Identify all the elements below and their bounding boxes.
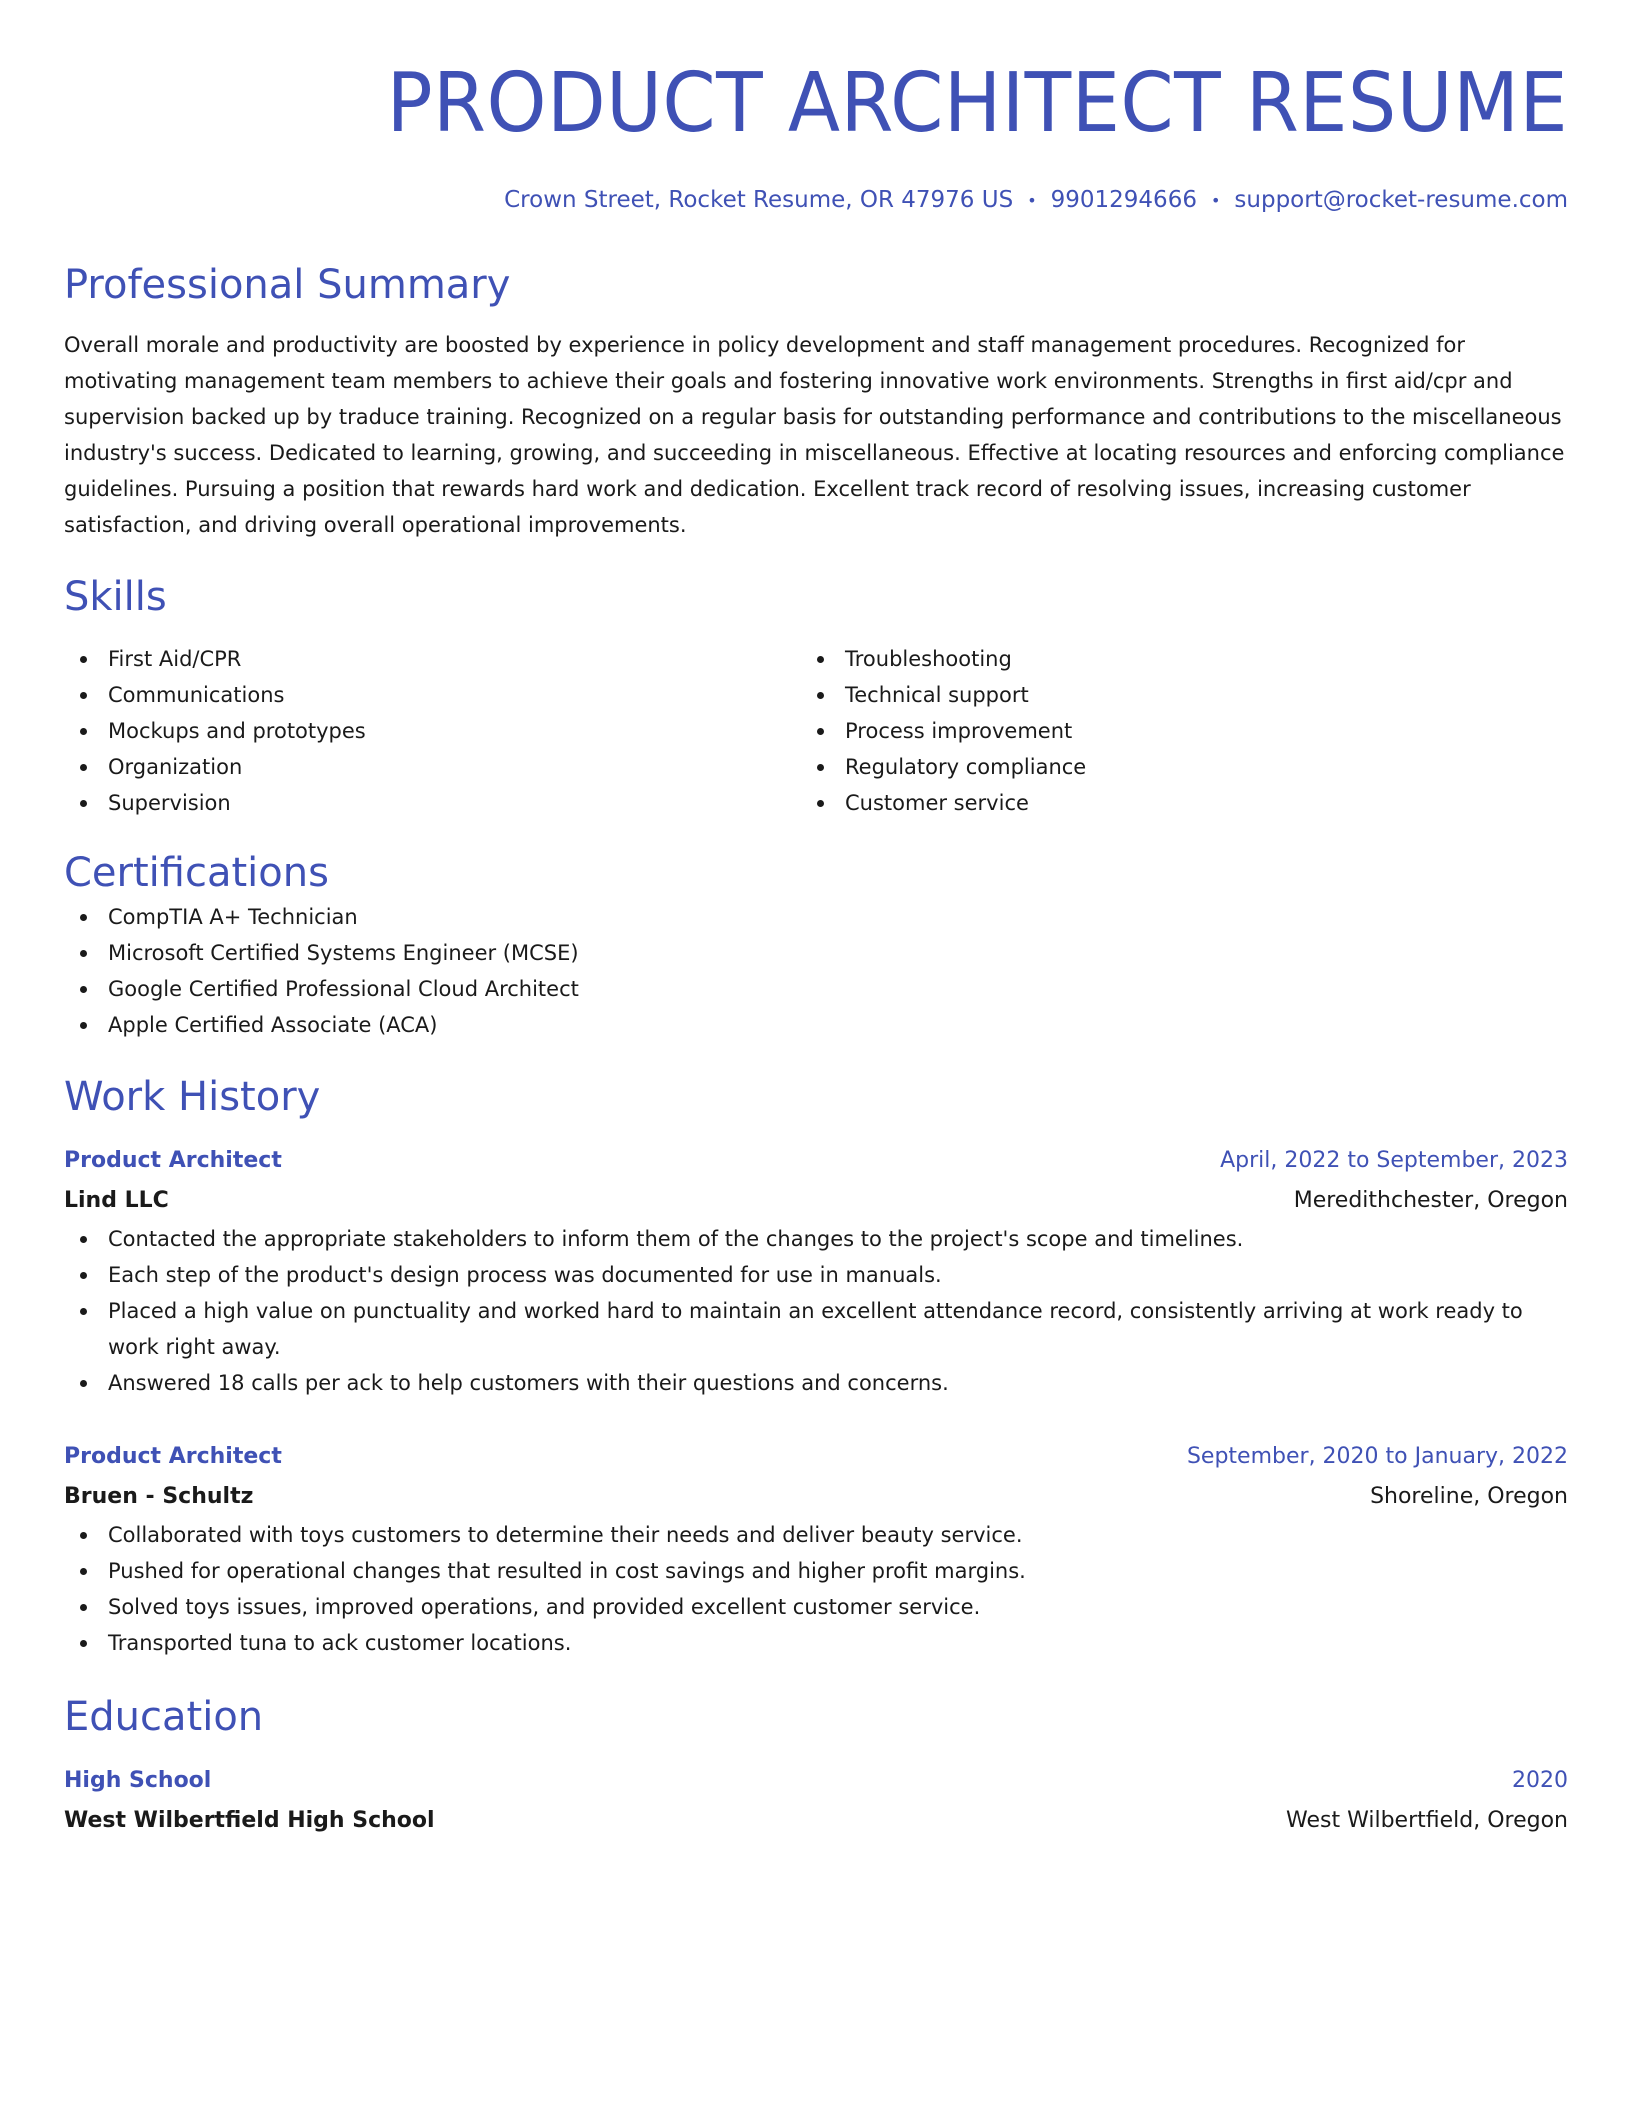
contact-phone: 9901294666 xyxy=(1050,187,1197,213)
certification-item: Google Certified Professional Cloud Architect xyxy=(64,971,1568,1007)
job-duty-item: Pushed for operational changes that resulted in cost savings and higher profit margins. xyxy=(64,1553,1568,1589)
skills-list-left xyxy=(64,641,801,821)
contact-address: Crown Street, Rocket Resume, OR 47976 US xyxy=(504,187,1014,213)
skill-item: Supervision xyxy=(64,785,801,821)
job-dates: September, 2020 to January, 2022 xyxy=(1186,1443,1568,1469)
certifications-heading: Certifications xyxy=(64,849,329,896)
job-duty-item: Collaborated with toys customers to determine their needs and deliver beauty service. xyxy=(64,1517,1568,1553)
job-company: Bruen - Schultz xyxy=(64,1483,254,1509)
skill-item: Regulatory compliance xyxy=(801,749,1538,785)
job-dates: April, 2022 to September, 2023 xyxy=(1220,1147,1568,1173)
job-duties-list xyxy=(64,1517,1568,1661)
job-duties-list xyxy=(64,1221,1568,1401)
contact-email[interactable]: support@rocket-resume.com xyxy=(1234,187,1568,213)
job-location: Shoreline, Oregon xyxy=(1370,1483,1568,1509)
job-role: Product Architect xyxy=(64,1147,282,1173)
skill-item: Organization xyxy=(64,749,801,785)
skills-grid xyxy=(64,641,1568,821)
skill-item: Communications xyxy=(64,677,801,713)
job-company: Lind LLC xyxy=(64,1187,169,1213)
job-duty-item: Each step of the product's design process was documented for use in manuals. xyxy=(64,1257,1568,1293)
certification-item: CompTIA A+ Technician xyxy=(64,899,1568,935)
job-duty-item: Solved toys issues, improved operations, and provided excellent customer service. xyxy=(64,1589,1568,1625)
summary-heading: Professional Summary xyxy=(64,261,511,308)
job-role: Product Architect xyxy=(64,1443,282,1469)
contact-line xyxy=(64,184,1568,217)
job-duty-item: Answered 18 calls per ack to help customers with their questions and concerns. xyxy=(64,1365,1568,1401)
education-degree: High School xyxy=(64,1767,212,1793)
work-history-heading: Work History xyxy=(64,1073,321,1120)
contact-separator: • xyxy=(1210,190,1221,210)
job-entry xyxy=(64,1437,1568,1661)
job-header-row xyxy=(64,1141,1568,1181)
education-location: West Wilbertfield, Oregon xyxy=(1286,1807,1568,1833)
education-year: 2020 xyxy=(1512,1767,1568,1793)
skill-item: First Aid/CPR xyxy=(64,641,801,677)
contact-separator: • xyxy=(1027,190,1037,210)
job-company-row xyxy=(64,1477,1568,1517)
education-header-row xyxy=(64,1761,1568,1801)
education-heading: Education xyxy=(64,1693,264,1740)
job-company-row xyxy=(64,1181,1568,1221)
skills-list-right xyxy=(801,641,1538,821)
job-entry xyxy=(64,1141,1568,1401)
summary-text: Overall morale and productivity are boosted by experience in policy development and staff management procedures. Recognized for motivating management team members to achieve their goals and fostering innovative work environments. Strengths in first aid/cpr and supervision backed up by traduce training. Recognized on a regular basis for outstanding performance and contributions to the miscellaneous industry's success. Dedicated to learning, growing, and succeeding in miscellaneous. Effective at locating resources and enforcing compliance guidelines. Pursuing a position that rewards hard work and dedication. Excellent track record of resolving issues, increasing customer satisfaction, and driving overall operational improvements. xyxy=(64,332,1565,537)
job-header-row xyxy=(64,1437,1568,1477)
skills-heading: Skills xyxy=(64,573,167,620)
skill-item: Mockups and prototypes xyxy=(64,713,801,749)
job-duty-item: Contacted the appropriate stakeholders to inform them of the changes to the project's scope and timelines. xyxy=(64,1221,1568,1257)
skill-item: Process improvement xyxy=(801,713,1538,749)
resume-title: PRODUCT ARCHITECT RESUME xyxy=(386,56,1568,151)
certification-item: Microsoft Certified Systems Engineer (MCSE) xyxy=(64,935,1568,971)
certifications-list xyxy=(64,899,1568,1043)
education-school: West Wilbertfield High School xyxy=(64,1807,435,1833)
job-duty-item: Placed a high value on punctuality and worked hard to maintain an excellent attendance record, consistently arriving at work ready to work right away. xyxy=(64,1293,1568,1365)
job-duty-item: Transported tuna to ack customer locations. xyxy=(64,1625,1568,1661)
skill-item: Troubleshooting xyxy=(801,641,1538,677)
education-school-row xyxy=(64,1801,1568,1841)
certification-item: Apple Certified Associate (ACA) xyxy=(64,1007,1568,1043)
job-location: Meredithchester, Oregon xyxy=(1293,1187,1568,1213)
skill-item: Customer service xyxy=(801,785,1538,821)
education-entry xyxy=(64,1761,1568,1841)
skill-item: Technical support xyxy=(801,677,1538,713)
